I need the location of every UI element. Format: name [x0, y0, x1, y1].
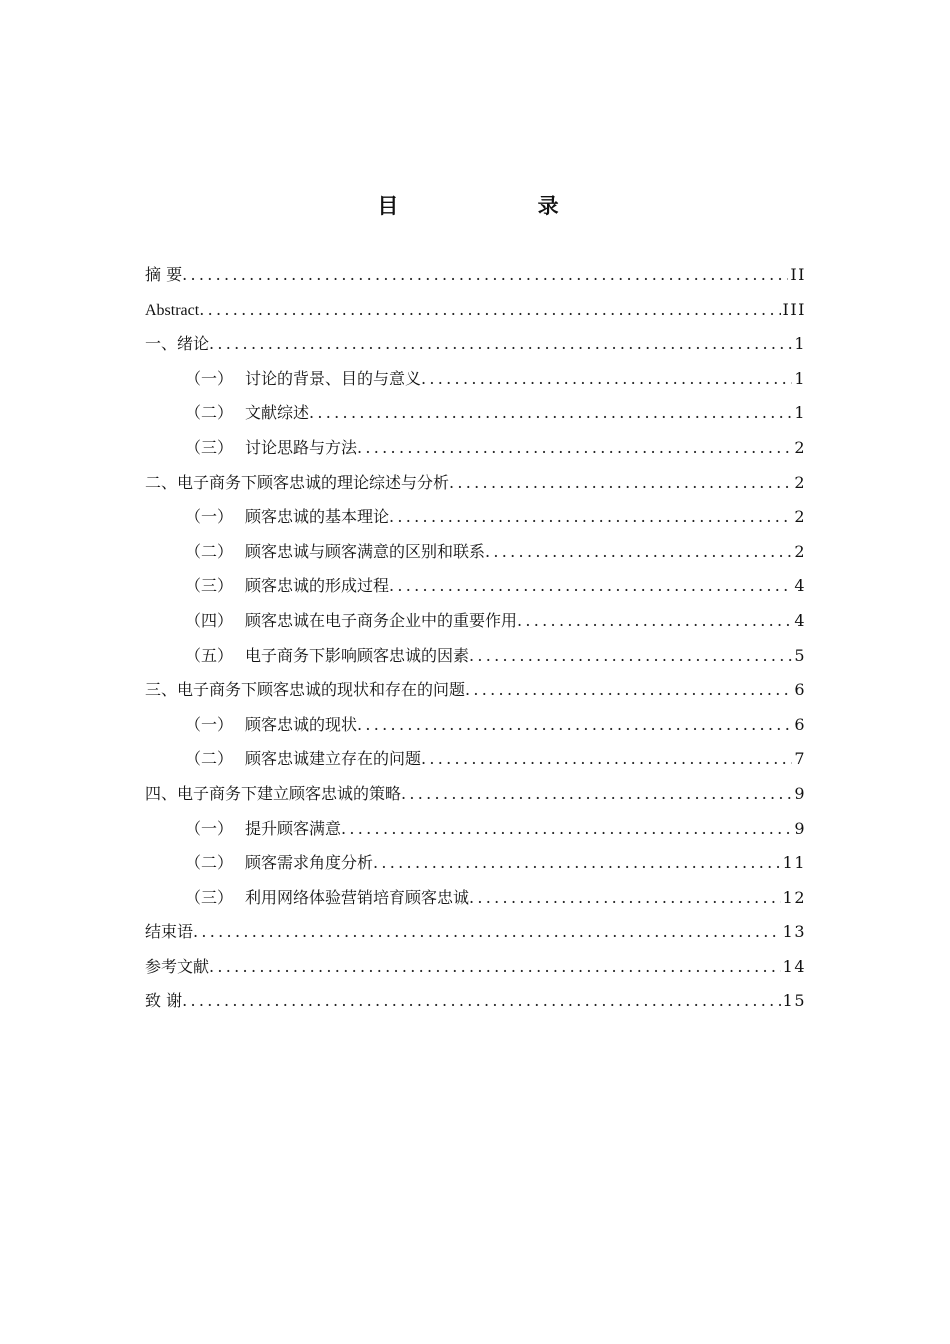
toc-entry-page-number: II [790, 265, 806, 284]
toc-dot-leader [485, 535, 792, 570]
toc-dot-leader [517, 604, 792, 639]
toc-entry-label: Abstract [145, 301, 200, 319]
toc-entry-label: 顾客需求角度分析 [245, 853, 374, 873]
toc-entry[interactable] [145, 396, 806, 431]
toc-entry-label: 四、电子商务下建立顾客忠诚的策略 [145, 783, 402, 803]
toc-dot-leader [182, 984, 781, 1019]
page-title: 目 录 [377, 194, 625, 218]
toc-entry-label: 二、电子商务下顾客忠诚的理论综述与分析 [145, 472, 450, 492]
toc-entry-number: （五） [185, 645, 234, 665]
toc-dot-leader [193, 915, 781, 950]
toc-entry-label: 讨论的背景、目的与意义 [245, 368, 422, 388]
toc-entry[interactable] [145, 500, 806, 535]
toc-entry[interactable] [145, 604, 806, 639]
toc-entry-page-number: 14 [782, 956, 806, 976]
toc-entry-label: 顾客忠诚的现状 [245, 714, 358, 734]
toc-entry-label: 顾客忠诚的形成过程 [245, 576, 390, 596]
toc-entry[interactable] [145, 846, 806, 881]
toc-entry-page-number: 15 [782, 991, 806, 1011]
toc-entry[interactable] [145, 431, 806, 466]
toc-entry-page-number: 9 [794, 783, 806, 803]
toc-entry[interactable] [145, 639, 806, 674]
toc-entry[interactable] [145, 881, 806, 916]
toc-entry-label: 结束语 [145, 922, 194, 942]
toc-dot-leader [465, 673, 792, 708]
toc-dot-leader [421, 742, 792, 777]
toc-entry-label: 讨论思路与方法 [245, 437, 358, 457]
toc-dot-leader [209, 950, 781, 985]
toc-entry[interactable] [145, 673, 806, 708]
toc-entry-page-number: 2 [794, 507, 806, 527]
toc-entry[interactable] [145, 984, 806, 1019]
toc-entry-number: （一） [185, 368, 234, 388]
toc-entry-number: （一） [185, 507, 234, 527]
toc-entry[interactable] [145, 535, 806, 570]
toc-dot-leader [469, 881, 781, 916]
toc-entry-label: 文献综述 [245, 403, 310, 423]
toc-entry-label: 提升顾客满意 [245, 818, 342, 838]
toc-entry-label: 摘 要 [145, 265, 183, 284]
toc-dot-leader [421, 362, 792, 397]
toc-entry-label: 顾客忠诚建立存在的问题 [245, 749, 422, 769]
toc-dot-leader [389, 500, 792, 535]
toc-entry-page-number: 5 [794, 645, 806, 665]
toc-dot-leader [449, 466, 792, 501]
toc-entry[interactable] [145, 812, 806, 847]
toc-entry-page-number: 13 [782, 922, 806, 942]
toc-entry[interactable] [145, 915, 806, 950]
toc-entry-number: （三） [185, 437, 234, 457]
toc-dot-leader [357, 431, 792, 466]
toc-entry-label: 利用网络体验营销培育顾客忠诚 [245, 887, 470, 907]
toc-dot-leader [309, 396, 792, 431]
toc-entry[interactable] [145, 742, 806, 777]
toc-entry-page-number: 2 [794, 437, 806, 457]
toc-entry-label: 顾客忠诚在电子商务企业中的重要作用 [245, 610, 518, 630]
toc-entry-label: 电子商务下影响顾客忠诚的因素 [245, 645, 470, 665]
toc-entry-page-number: 2 [794, 472, 806, 492]
toc-entry-label: 顾客忠诚与顾客满意的区别和联系 [245, 541, 486, 561]
toc-entry[interactable] [145, 777, 806, 812]
toc-dot-leader [357, 708, 792, 743]
toc-entry-page-number: 2 [794, 541, 806, 561]
toc-entry[interactable] [145, 327, 806, 362]
toc-entry-page-number: 1 [794, 334, 806, 354]
toc-entry-number: （一） [185, 818, 234, 838]
toc-entry[interactable] [145, 466, 806, 501]
toc-entry-number: （二） [185, 541, 234, 561]
toc-entry-number: （二） [185, 853, 234, 873]
toc-entry[interactable] [145, 950, 806, 985]
toc-dot-leader [199, 293, 780, 328]
toc-dot-leader [341, 812, 792, 847]
toc-entry-number: （一） [185, 714, 234, 734]
toc-entry-page-number: 9 [794, 818, 806, 838]
toc-entry[interactable] [145, 258, 806, 293]
toc-entry-number: （二） [185, 403, 234, 423]
toc-dot-leader [389, 569, 792, 604]
toc-entry-label: 一、绪论 [145, 334, 210, 354]
toc-entry-label: 参考文献 [145, 956, 210, 976]
toc-dot-leader [209, 327, 792, 362]
toc-entry-page-number: 1 [794, 368, 806, 388]
toc-entry-number: （四） [185, 610, 234, 630]
toc-entry-page-number: 6 [794, 680, 806, 700]
toc-entry-number: （二） [185, 749, 234, 769]
toc-dot-leader [401, 777, 792, 812]
table-of-contents [145, 258, 806, 1019]
toc-entry-page-number: III [782, 299, 806, 319]
toc-entry[interactable] [145, 569, 806, 604]
toc-entry[interactable] [145, 293, 806, 328]
toc-entry[interactable] [145, 708, 806, 743]
toc-entry-page-number: 4 [794, 610, 806, 630]
toc-entry-page-number: 12 [782, 887, 806, 907]
toc-entry[interactable] [145, 362, 806, 397]
toc-entry-page-number: 6 [794, 714, 806, 734]
toc-dot-leader [469, 639, 792, 674]
toc-entry-page-number: 4 [794, 576, 806, 596]
toc-entry-label: 致 谢 [145, 991, 183, 1011]
toc-entry-label: 顾客忠诚的基本理论 [245, 507, 390, 527]
toc-entry-number: （三） [185, 576, 234, 596]
toc-entry-page-number: 1 [794, 403, 806, 423]
toc-entry-page-number: 11 [782, 853, 806, 873]
toc-entry-number: （三） [185, 887, 234, 907]
toc-entry-page-number: 7 [794, 749, 806, 769]
toc-dot-leader [373, 846, 781, 881]
toc-dot-leader [182, 258, 788, 293]
toc-entry-label: 三、电子商务下顾客忠诚的现状和存在的问题 [145, 680, 466, 700]
